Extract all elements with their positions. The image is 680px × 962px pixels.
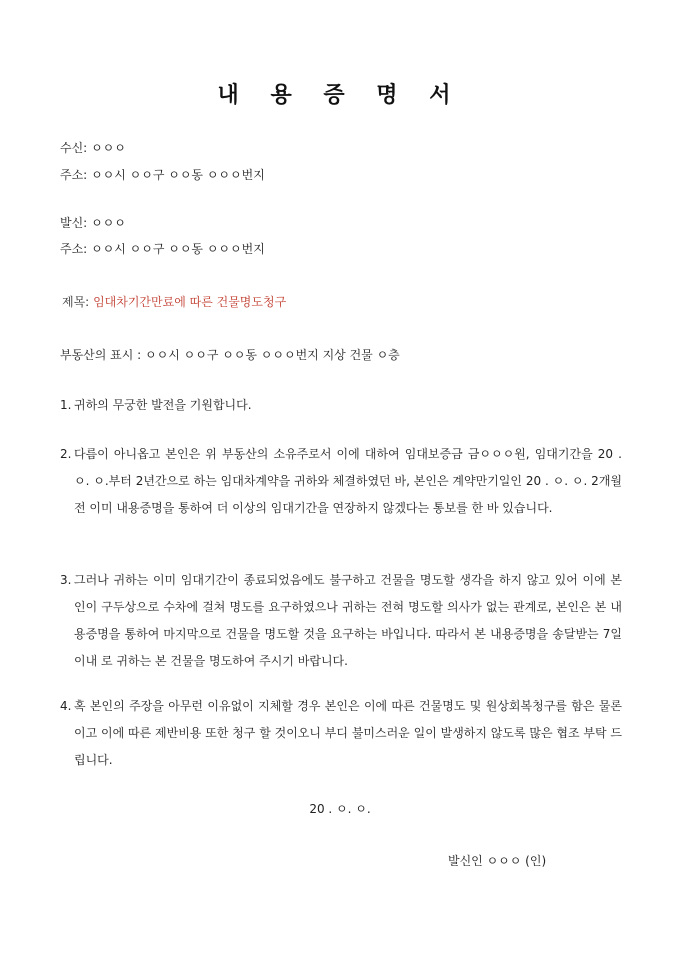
recipient-address: ㅇㅇ시 ㅇㅇ구 ㅇㅇ동 ㅇㅇㅇ번지 [91, 168, 265, 182]
paragraph-2 [60, 441, 622, 522]
paragraph-number: 1. [60, 398, 72, 412]
paragraph-1 [60, 392, 622, 419]
sender-name: ㅇㅇㅇ [91, 216, 126, 230]
paragraph-3 [60, 567, 622, 675]
recipient-label: 수신: [60, 141, 88, 155]
recipient-address-line [60, 166, 265, 183]
paragraph-number: 4. [60, 699, 72, 713]
sender-address-line [60, 240, 265, 257]
subject-label: 제목: [62, 295, 90, 309]
paragraph-4 [60, 693, 622, 774]
recipient-line [60, 139, 126, 156]
subject-value: 임대차기간만료에 따른 건물명도청구 [93, 295, 287, 309]
recipient-address-label: 주소: [60, 168, 88, 182]
document-title: 내 용 증 명 서 [217, 83, 463, 108]
paragraph-text: 그러나 귀하는 이미 임대기간이 종료되었음에도 불구하고 건물을 명도할 생각을 하지 않고 있어 이에 본인이 구두상으로 수차에 걸쳐 명도를 요구하였으나 귀하는 전혀 명도할 의사가 없는 관계로, 본인은 본 내용증명을 통하여 마지막으로 건물을 명도할 것을 요구하는 바입니다. 따라서 본 내용증명을 송달받는 7일 이내 로 귀하는 본 건물을 명도하여 주시기 바랍니다. [74, 573, 622, 668]
signature-line: 발신인 ㅇㅇㅇ (인) [448, 854, 547, 868]
property-description: 부동산의 표시 : ㅇㅇ시 ㅇㅇ구 ㅇㅇ동 ㅇㅇㅇ번지 지상 건물 ㅇ층 [60, 348, 400, 362]
sender-line [60, 214, 126, 231]
paragraph-text: 다름이 아니옵고 본인은 위 부동산의 소유주로서 이에 대하여 임대보증금 금ㅇㅇㅇ원, 임대기간을 20 . ㅇ. ㅇ.부터 2년간으로 하는 임대차계약을 귀하와 체결하였던 바, 본인은 계약만기일인 20 . ㅇ. ㅇ. 2개월전 이미 내용증명을 통하여 더 이상의 임대기간을 연장하지 않겠다는 통보를 한 바 있습니다. [74, 447, 622, 515]
sender-address: ㅇㅇ시 ㅇㅇ구 ㅇㅇ동 ㅇㅇㅇ번지 [91, 242, 265, 256]
sender-address-label: 주소: [60, 242, 88, 256]
recipient-name: ㅇㅇㅇ [91, 141, 126, 155]
paragraph-number: 2. [60, 447, 72, 461]
paragraph-text: 혹 본인의 주장을 아무런 이유없이 지체할 경우 본인은 이에 따른 건물명도 및 원상회복청구를 함은 물론이고 이에 따른 제반비용 또한 청구 할 것이오니 부디 불미스러운 일이 발생하지 않도록 많은 협조 부탁 드립니다. [74, 699, 622, 767]
paragraph-text: 귀하의 무궁한 발전을 기원합니다. [74, 398, 252, 412]
sender-label: 발신: [60, 216, 88, 230]
subject-line [62, 293, 286, 310]
document-date: 20 . ㅇ. ㅇ. [309, 802, 371, 816]
paragraph-number: 3. [60, 573, 72, 587]
